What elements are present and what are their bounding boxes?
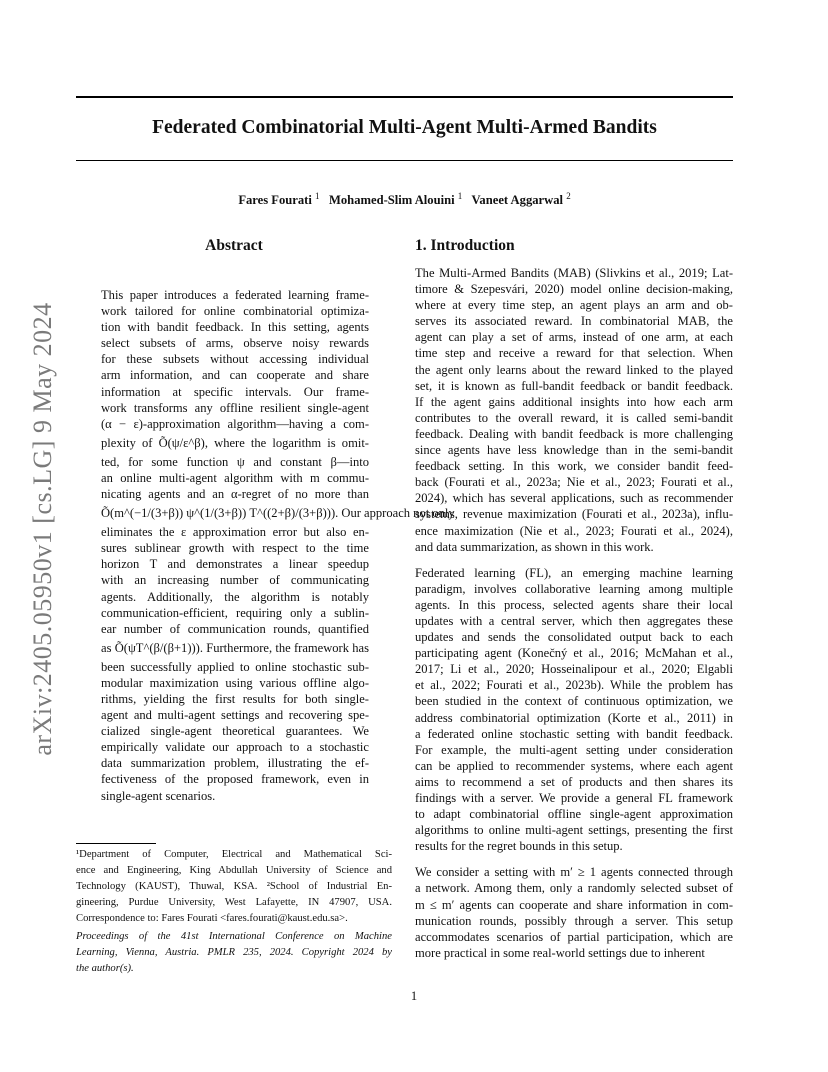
introduction-line: a federated online stochastic setting with bandit feedback. bbox=[415, 726, 733, 741]
introduction-line: m ≤ m′ agents can cooperate and share information in com- bbox=[415, 897, 733, 912]
abstract-line: single-agent scenarios. bbox=[101, 788, 216, 803]
introduction-paragraph bbox=[415, 265, 733, 555]
introduction-line: updates and sends the consolidated output back to each bbox=[415, 630, 733, 645]
introduction-line: agent can play a set of arms, instead of one arm, at each bbox=[415, 330, 733, 345]
introduction-line: address combinatorial optimization (Korte et al., 2011) in bbox=[415, 710, 733, 725]
introduction-line: where at every time step, an agent plays an arm and ob- bbox=[415, 298, 733, 313]
introduction-line: since agents have less knowledge than in the semi-bandit bbox=[415, 443, 733, 458]
footnote-line: Technology (KAUST), Thuwal, KSA. ²School of Industrial En- bbox=[76, 881, 392, 893]
arxiv-stamp: arXiv:2405.05950v1 [cs.LG] 9 May 2024 bbox=[28, 302, 57, 756]
introduction-line: set, it is known as full-bandit feedback or bandit feedback. bbox=[415, 378, 733, 393]
introduction-line: contributes to the overall reward, it is called semi-bandit bbox=[415, 410, 733, 425]
introduction-line: systems, revenue maximization (Fourati et al., 2023a), influ- bbox=[415, 507, 733, 522]
introduction-line: 2024), which has several applications, such as recommender bbox=[415, 491, 733, 506]
introduction-line: For example, the multi-agent setting under consideration bbox=[415, 742, 733, 757]
footnote-divider bbox=[76, 843, 156, 844]
abstract-line: as Õ(ψT^(β/(β+1))). Furthermore, the framework has bbox=[101, 640, 369, 655]
introduction-paragraph bbox=[415, 565, 733, 855]
abstract-body bbox=[101, 287, 455, 804]
abstract-line: work tailored for online combinatorial optimiza- bbox=[101, 304, 369, 319]
introduction-line: can be applied to recommender systems, where each agent bbox=[415, 758, 733, 773]
introduction-line: updates with a central server, which then aggregates these bbox=[415, 613, 733, 628]
author-name: Mohamed-Slim Alouini bbox=[329, 193, 455, 208]
author-list bbox=[76, 191, 733, 208]
author-affiliation: 2 bbox=[566, 191, 571, 201]
abstract-line: information at specific intervals. Our frame- bbox=[101, 384, 369, 399]
footnote-line: gineering, Purdue University, West Lafayette, IN 47907, USA. bbox=[76, 897, 392, 909]
abstract-line: tion with bandit feedback. In this setting, agents bbox=[101, 320, 369, 335]
title-rule-top bbox=[76, 96, 733, 98]
proceedings-note bbox=[76, 930, 392, 978]
introduction-line: been studied in the context of continuous optimization, we bbox=[415, 694, 733, 709]
abstract-line: select subsets of arms, observe noisy rewards bbox=[101, 336, 369, 351]
introduction-line: more practical in some real-world settings due to inherent bbox=[415, 945, 705, 960]
introduction-line: agents. In this process, selected agents share their local bbox=[415, 597, 733, 612]
abstract-line: horizon T and demonstrates a linear speedup bbox=[101, 557, 369, 572]
footnote-line: Correspondence to: Fares Fourati <fares.fourati@kaust.edu.sa>. bbox=[76, 913, 348, 925]
footnote-line: ence and Engineering, King Abdullah University of Science and bbox=[76, 865, 392, 877]
author-name: Fares Fourati bbox=[238, 193, 312, 208]
introduction-line: findings with a server. We provide a general FL framework bbox=[415, 791, 733, 805]
introduction-line: We consider a setting with m′ ≥ 1 agents connected through bbox=[415, 865, 733, 880]
introduction-line: and data summarization, as shown in this work. bbox=[415, 539, 654, 554]
introduction-line: back (Fourati et al., 2023a; Nie et al., 2023; Fourati et al., bbox=[415, 475, 733, 490]
abstract-line: nicating agents and an α-regret of no more than bbox=[101, 487, 369, 502]
introduction-line: time step and receive a reward for that selection. When bbox=[415, 346, 733, 361]
abstract-line: agents. Additionally, the algorithm is notably bbox=[101, 589, 369, 604]
abstract-line: empirically validate our approach to a stochastic bbox=[101, 740, 369, 755]
abstract-line: cialized single-agent theoretical guarantees. We bbox=[101, 724, 369, 739]
affiliation-footnote bbox=[76, 848, 392, 928]
introduction-line: serves its associated reward. In combinatorial MAB, the bbox=[415, 314, 733, 329]
proceedings-line: Proceedings of the 41st International Conference on Machine bbox=[76, 931, 392, 942]
introduction-line: feedback setting. In this work, we consider bandit feed- bbox=[415, 459, 733, 474]
introduction-line: feedback. Dealing with bandit feedback is more challenging bbox=[415, 426, 733, 441]
introduction-line: timore & Szepesvári, 2020) model online decision-making, bbox=[415, 282, 733, 297]
abstract-line: ear number of communication rounds, quantified bbox=[101, 621, 369, 636]
introduction-line: to adapt combinatorial offline single-agent approximation bbox=[415, 807, 733, 822]
introduction-line: results for the regret bounds in this setup. bbox=[415, 839, 623, 854]
introduction-line: participating agent (Konečný et al., 2016; McMahan et al., bbox=[415, 646, 733, 661]
abstract-line: Õ(m^(−1/(3+β)) ψ^(1/(3+β)) T^((2+β)/(3+β))). Our approach not only bbox=[101, 506, 455, 521]
abstract-line: This paper introduces a federated learning frame- bbox=[101, 288, 369, 302]
introduction-line: If the agent gains additional insights into how each arm bbox=[415, 394, 733, 409]
proceedings-line: Learning, Vienna, Austria. PMLR 235, 2024. Copyright 2024 by bbox=[76, 947, 392, 959]
abstract-line: agent and multi-agent settings and recovering spe- bbox=[101, 708, 369, 723]
author-affiliation: 1 bbox=[315, 191, 320, 201]
proceedings-line: the author(s). bbox=[76, 963, 134, 975]
abstract-line: been successfully applied to online stochastic sub- bbox=[101, 659, 369, 674]
introduction-line: aims to recommend a set of products and then shares its bbox=[415, 774, 733, 789]
paper-title: Federated Combinatorial Multi-Agent Multi-Armed Bandits bbox=[152, 117, 657, 138]
abstract-line: an online multi-agent algorithm with m commu- bbox=[101, 470, 369, 485]
introduction-line: et al., 2022; Fourati et al., 2023b). While the problem has bbox=[415, 678, 733, 693]
introduction-heading: 1. Introduction bbox=[415, 237, 515, 254]
abstract-line: sures sublinear growth with respect to the time bbox=[101, 541, 369, 556]
introduction-line: accommodates scenarios of partial participation, which are bbox=[415, 929, 733, 944]
abstract-line: modular maximization using various offline algo- bbox=[101, 675, 369, 690]
introduction-line: paradigm, involves collaborative learning among multiple bbox=[415, 581, 733, 596]
abstract-line: (α − ε)-approximation algorithm—having a com- bbox=[101, 416, 369, 431]
abstract-line: with an increasing number of communicating bbox=[101, 573, 369, 588]
introduction-paragraph bbox=[415, 864, 733, 961]
introduction-line: The Multi-Armed Bandits (MAB) (Slivkins et al., 2019; Lat- bbox=[415, 266, 733, 280]
introduction-body bbox=[415, 265, 733, 961]
page-number: 1 bbox=[410, 989, 418, 1003]
introduction-line: ence maximization (Nie et al., 2023; Fourati et al., 2024), bbox=[415, 523, 733, 538]
abstract-heading: Abstract bbox=[205, 237, 263, 254]
introduction-line: 2017; Li et al., 2020; Hosseinalipour et al., 2020; Elgabli bbox=[415, 662, 733, 677]
abstract-line: fectiveness of the proposed framework, even in bbox=[101, 772, 369, 787]
introduction-line: a network. Among them, only a randomly selected subset of bbox=[415, 881, 733, 896]
abstract-line: plexity of Õ(ψ/ε^β), where the logarithm is omit- bbox=[101, 435, 369, 450]
introduction-line: Federated learning (FL), an emerging machine learning bbox=[415, 565, 733, 580]
footnote-line: ¹Department of Computer, Electrical and Mathematical Sci- bbox=[76, 849, 392, 860]
abstract-line: ted, for some function ψ and constant β—into bbox=[101, 454, 369, 469]
abstract-line: eliminates the ε approximation error but also en- bbox=[101, 525, 369, 540]
abstract-line: rithms, yielding the first results for both single- bbox=[101, 691, 369, 706]
introduction-line: algorithms to online multi-agent settings, presenting the first bbox=[415, 823, 733, 838]
title-rule-bottom bbox=[76, 160, 733, 161]
author-affiliation: 1 bbox=[457, 191, 463, 201]
abstract-line: arm information, and can cooperate and share bbox=[101, 368, 369, 383]
abstract-line: for these subsets without accessing individual bbox=[101, 352, 369, 367]
author-name: Vaneet Aggarwal bbox=[471, 193, 564, 208]
abstract-line: data summarization problem, illustrating the ef- bbox=[101, 756, 369, 771]
abstract-line: communication-efficient, requiring only a sublin- bbox=[101, 605, 369, 620]
introduction-line: munication rounds, possibly through a server. This setup bbox=[415, 913, 733, 928]
introduction-line: the agent only learns about the reward linked to the played bbox=[415, 362, 733, 377]
abstract-line: work transforms any offline resilient single-agent bbox=[101, 400, 369, 415]
